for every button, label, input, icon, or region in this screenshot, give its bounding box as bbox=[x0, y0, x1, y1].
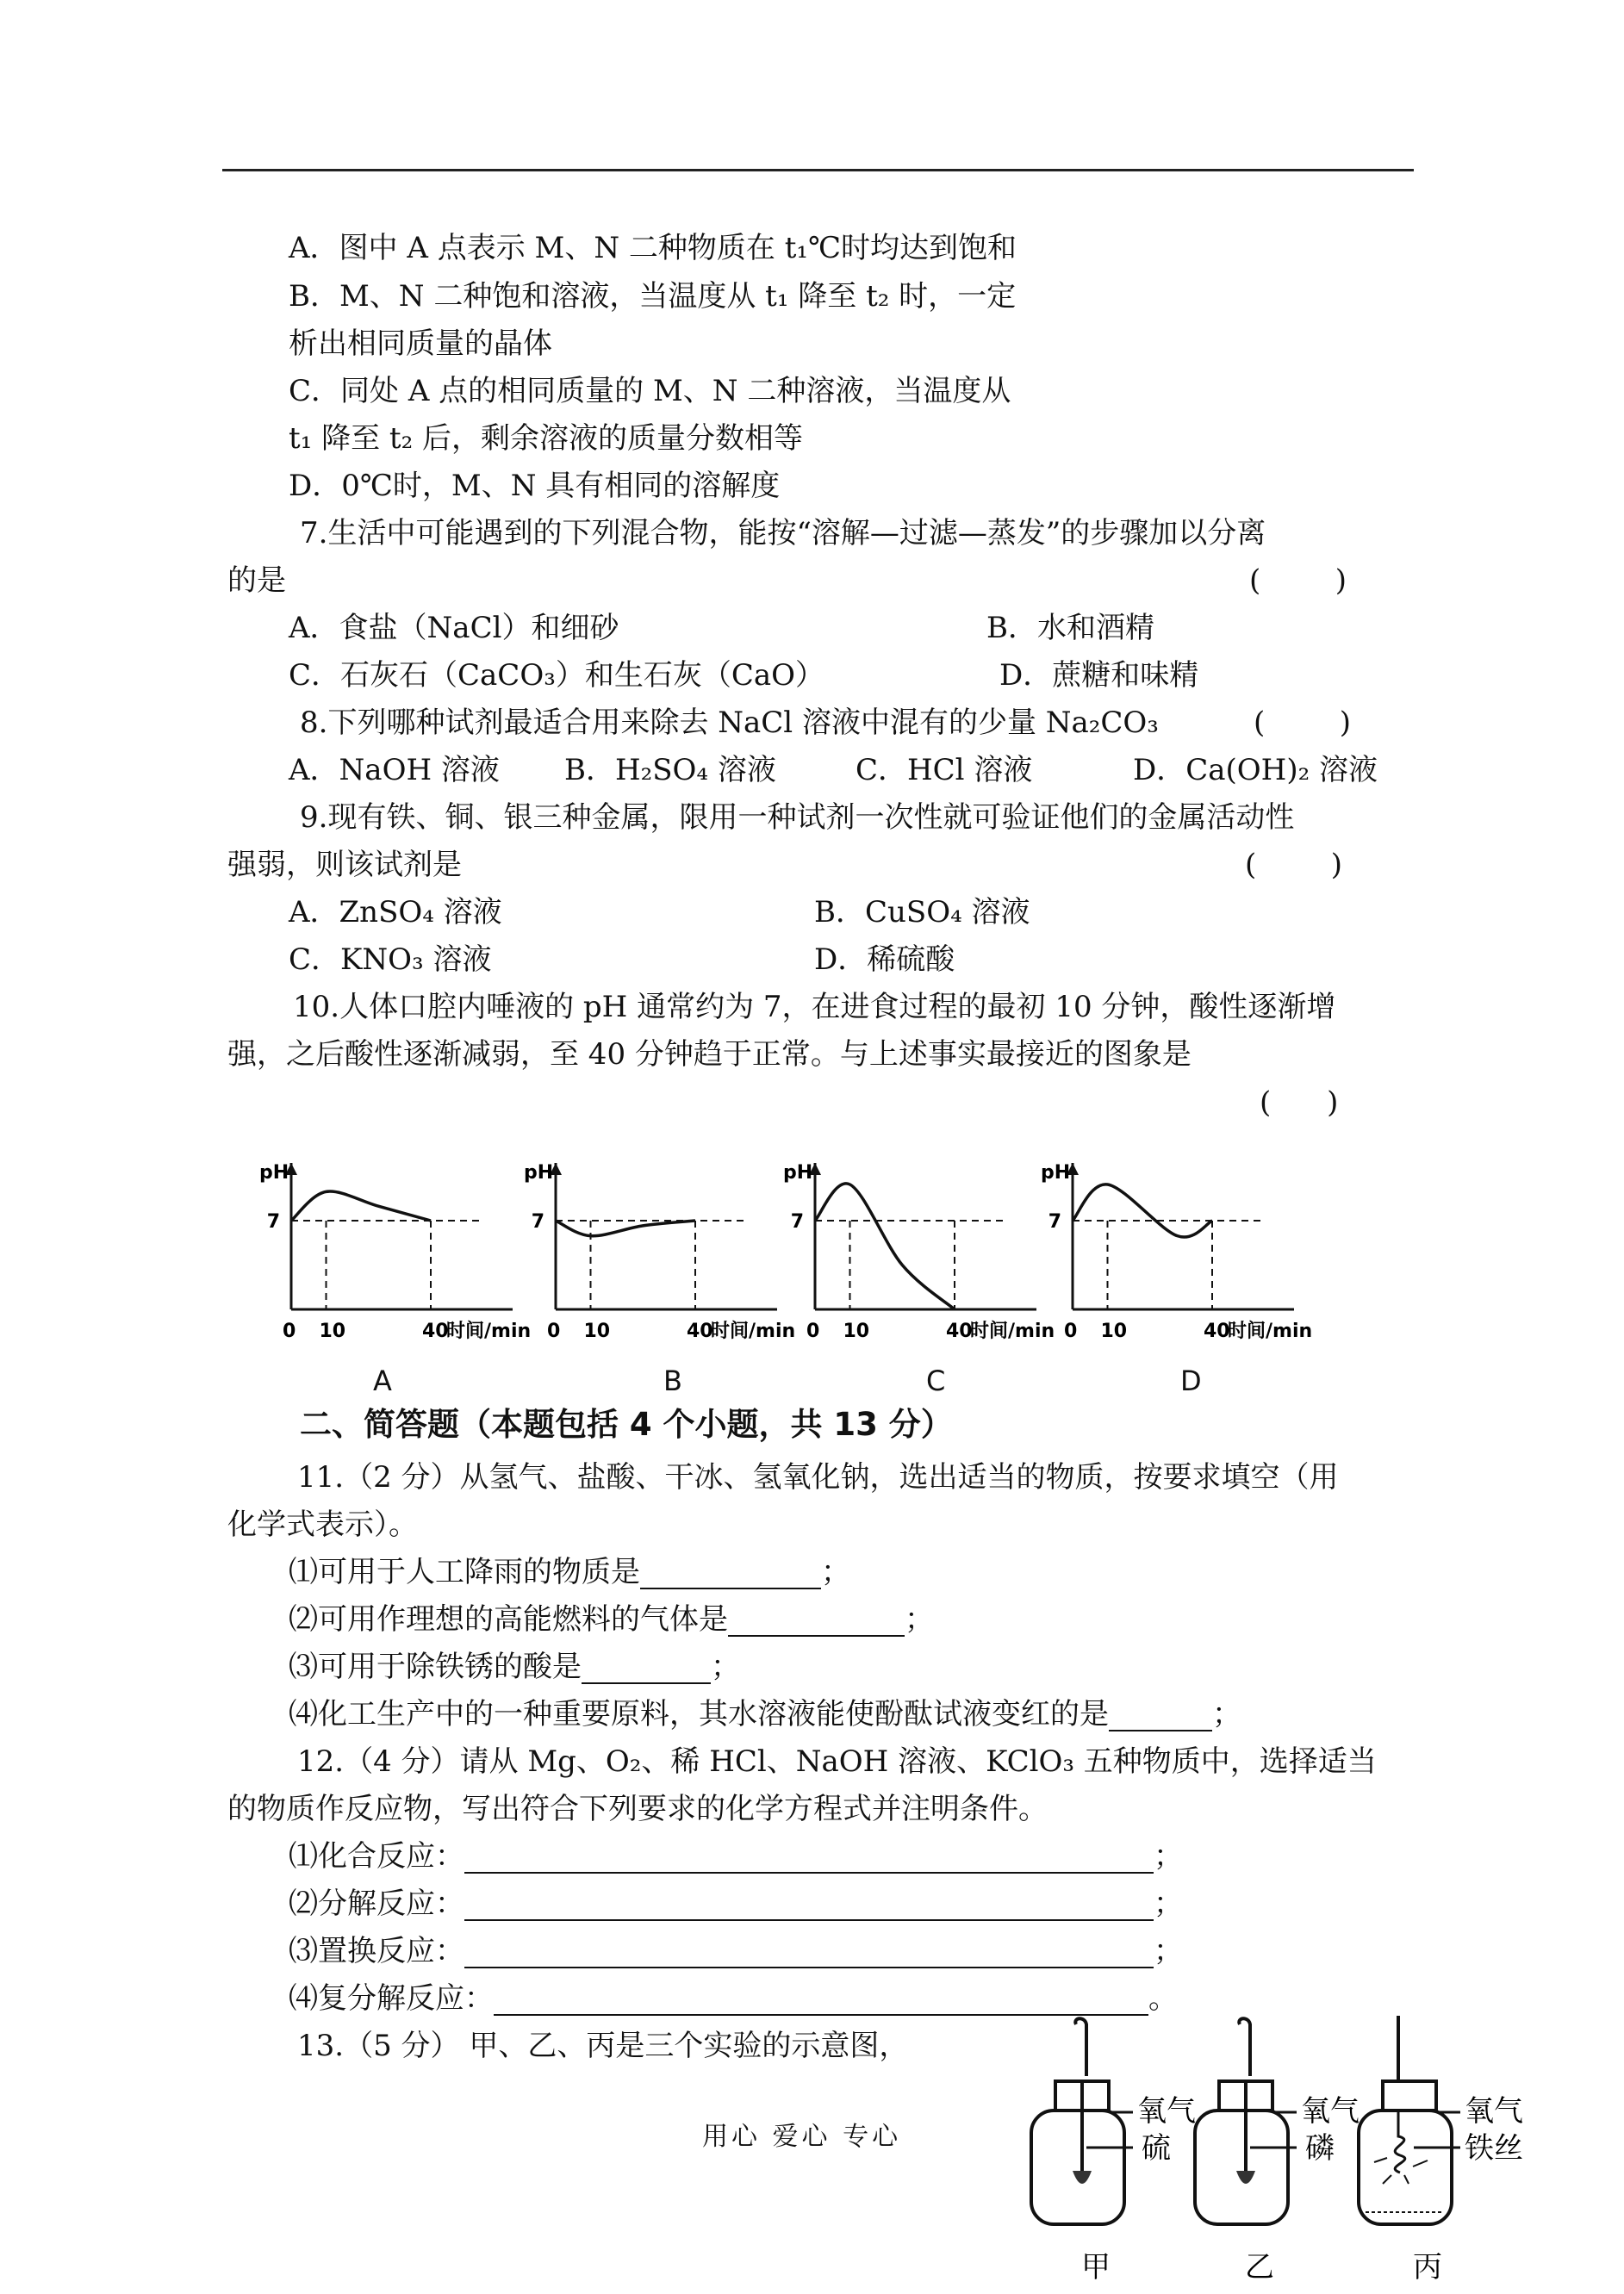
graph-label-c: C bbox=[926, 1365, 946, 1397]
flask-label-jia: 甲 bbox=[1081, 2250, 1111, 2285]
q11-item-3-text: ⑶可用于除铁锈的酸是 bbox=[289, 1650, 582, 1684]
y-axis-label: pH bbox=[1041, 1162, 1071, 1184]
gas-label-jia: 氧气 bbox=[1137, 2094, 1196, 2129]
x-axis-label: 时间/min bbox=[446, 1321, 532, 1342]
page-footer: 用心 爱心 专心 bbox=[702, 2122, 902, 2152]
x-tick-label: 10 bbox=[1100, 1321, 1128, 1342]
q8-stem: 8.下列哪种试剂最适合用来除去 NaCl 溶液中混有的少量 Na₂CO₃ bbox=[300, 706, 1159, 740]
q12-item-2 bbox=[289, 1887, 1183, 1921]
x-axis-label: 时间/min bbox=[711, 1321, 796, 1342]
y-axis-label: pH bbox=[783, 1162, 813, 1184]
q11-item-1-text: ⑴可用于人工降雨的物质是 bbox=[289, 1555, 640, 1589]
x-tick-label: 40 bbox=[946, 1321, 973, 1342]
q9-stem-line1: 9.现有铁、铜、银三种金属，限用一种试剂一次性就可验证他们的金属活动性 bbox=[300, 800, 1295, 835]
q10-answer-paren: ( ) bbox=[1260, 1085, 1339, 1120]
q11-item-4 bbox=[289, 1697, 1241, 1731]
x-tick-label: 0 bbox=[1064, 1321, 1078, 1342]
y-tick-label: 7 bbox=[266, 1211, 280, 1233]
q11-item-2 bbox=[289, 1602, 934, 1637]
y-tick-label: 7 bbox=[790, 1211, 804, 1233]
gas-label-yi: 氧气 bbox=[1301, 2094, 1360, 2129]
y-tick-label: 7 bbox=[1048, 1211, 1061, 1233]
q11-item-1-end: ； bbox=[821, 1555, 850, 1589]
x-tick-label: 40 bbox=[687, 1321, 713, 1342]
substance-label-yi: 磷 bbox=[1305, 2131, 1335, 2166]
q9-option-d: D．稀硫酸 bbox=[814, 942, 955, 977]
x-axis-label: 时间/min bbox=[1228, 1321, 1313, 1342]
flask-yi bbox=[1195, 2018, 1297, 2224]
x-tick-label: 10 bbox=[583, 1321, 611, 1342]
q11-item-4-text: ⑷化工生产中的一种重要原料，其水溶液能使酚酞试液变红的是 bbox=[289, 1697, 1109, 1731]
experiment-apparatus bbox=[999, 2016, 1534, 2294]
q6-option-a: A．图中 A 点表示 M、N 二种物质在 t₁℃时均达到饱和 bbox=[289, 231, 1017, 265]
x-tick-label: 40 bbox=[422, 1321, 449, 1342]
q6-option-d: D．0℃时，M、N 具有相同的溶解度 bbox=[289, 469, 781, 503]
q12-item-3-text: ⑶置换反应： bbox=[289, 1934, 464, 1968]
x-tick-label: 40 bbox=[1204, 1321, 1230, 1342]
x-tick-label: 10 bbox=[843, 1321, 870, 1342]
answer-blank[interactable] bbox=[464, 1844, 1154, 1874]
q12-item-2-text: ⑵分解反应： bbox=[289, 1887, 464, 1921]
substance-label-jia: 硫 bbox=[1142, 2131, 1171, 2166]
q12-item-3-end: ； bbox=[1154, 1934, 1183, 1968]
x-tick-label: 10 bbox=[319, 1321, 346, 1342]
answer-blank[interactable] bbox=[640, 1560, 821, 1589]
q7-option-a: A．食盐（NaCl）和细砂 bbox=[289, 611, 619, 645]
ph-curve bbox=[815, 1184, 955, 1309]
q13-stem: 13.（5 分） 甲、乙、丙是三个实验的示意图， bbox=[297, 2029, 909, 2063]
q12-item-4 bbox=[289, 1981, 1178, 2016]
q12-item-2-end: ； bbox=[1154, 1887, 1183, 1921]
q8-answer-paren: ( ) bbox=[1254, 706, 1351, 740]
graph-label-d: D bbox=[1180, 1365, 1202, 1397]
ph-curve bbox=[291, 1191, 431, 1221]
graph-label-a: A bbox=[373, 1365, 392, 1397]
q8-option-a: A．NaOH 溶液 bbox=[289, 753, 500, 787]
q10-stem-line1: 10.人体口腔内唾液的 pH 通常约为 7，在进食过程的最初 10 分钟，酸性逐渐增 bbox=[293, 990, 1336, 1024]
q12-item-1-text: ⑴化合反应： bbox=[289, 1839, 464, 1874]
q10-stem-line2: 强，之后酸性逐渐减弱，至 40 分钟趋于正常。与上述事实最接近的图象是 bbox=[227, 1037, 1192, 1072]
q12-stem-line2: 的物质作反应物，写出符合下列要求的化学方程式并注明条件。 bbox=[227, 1792, 1048, 1826]
q11-item-2-text: ⑵可用作理想的高能燃料的气体是 bbox=[289, 1602, 728, 1637]
q9-answer-paren: ( ) bbox=[1245, 848, 1342, 882]
q9-stem-line2: 强弱，则该试剂是 bbox=[227, 848, 462, 882]
flask-label-yi: 乙 bbox=[1245, 2250, 1274, 2285]
q6-option-c-line1: C．同处 A 点的相同质量的 M、N 二种溶液，当温度从 bbox=[289, 374, 1011, 408]
q11-item-2-end: ； bbox=[905, 1602, 934, 1637]
q9-option-c: C．KNO₃ 溶液 bbox=[289, 942, 492, 977]
ph-curve bbox=[1073, 1184, 1212, 1237]
answer-blank[interactable] bbox=[494, 1986, 1148, 2016]
section-title: 二、简答题（本题包括 4 个小题，共 13 分） bbox=[300, 1406, 953, 1443]
q11-stem-line2: 化学式表示）。 bbox=[227, 1508, 418, 1542]
graph-label-b: B bbox=[663, 1365, 682, 1397]
q7-stem-line2: 的是 bbox=[227, 563, 286, 598]
q12-item-4-text: ⑷复分解反应： bbox=[289, 1981, 494, 2016]
q7-option-d: D．蔗糖和味精 bbox=[999, 658, 1199, 693]
q12-item-1 bbox=[289, 1839, 1183, 1874]
q8-option-b: B．H₂SO₄ 溶液 bbox=[564, 753, 776, 787]
q11-item-3-end: ； bbox=[711, 1650, 740, 1684]
q12-item-3 bbox=[289, 1934, 1183, 1968]
ph-curve bbox=[556, 1221, 695, 1236]
q12-stem-line1: 12.（4 分）请从 Mg、O₂、稀 HCl、NaOH 溶液、KClO₃ 五种物质中，选择适当 bbox=[297, 1744, 1377, 1779]
q6-option-b-line2: 析出相同质量的晶体 bbox=[289, 326, 552, 361]
gas-label-bing: 氧气 bbox=[1465, 2094, 1523, 2129]
answer-blank[interactable] bbox=[464, 1939, 1154, 1968]
q9-option-b: B．CuSO₄ 溶液 bbox=[814, 895, 1030, 929]
q12-item-4-end: 。 bbox=[1148, 1981, 1178, 2016]
q11-stem-line1: 11.（2 分）从氢气、盐酸、干冰、氢氧化钠，选出适当的物质，按要求填空（用 bbox=[297, 1460, 1339, 1495]
y-axis-label: pH bbox=[259, 1162, 289, 1184]
flask-label-bing: 丙 bbox=[1413, 2250, 1442, 2285]
q11-item-4-end: ； bbox=[1212, 1697, 1241, 1731]
x-axis-label: 时间/min bbox=[970, 1321, 1055, 1342]
answer-blank[interactable] bbox=[728, 1607, 905, 1637]
q7-stem-line1: 7.生活中可能遇到的下列混合物，能按“溶解—过滤—蒸发”的步骤加以分离 bbox=[300, 516, 1266, 550]
q7-option-b: B．水和酒精 bbox=[986, 611, 1154, 645]
substance-label-bing: 铁丝 bbox=[1465, 2131, 1523, 2166]
q6-option-b-line1: B．M、N 二种饱和溶液，当温度从 t₁ 降至 t₂ 时，一定 bbox=[289, 279, 1017, 314]
q8-option-c: C．HCl 溶液 bbox=[856, 753, 1033, 787]
y-axis-label: pH bbox=[524, 1162, 554, 1184]
q11-item-3 bbox=[289, 1650, 740, 1684]
flask-jia bbox=[1031, 2018, 1133, 2224]
flask-bing bbox=[1359, 2016, 1460, 2224]
q6-option-c-line2: t₁ 降至 t₂ 后，剩余溶液的质量分数相等 bbox=[289, 421, 804, 456]
x-tick-label: 0 bbox=[806, 1321, 820, 1342]
answer-blank[interactable] bbox=[582, 1655, 711, 1684]
answer-blank[interactable] bbox=[1109, 1702, 1212, 1731]
answer-blank[interactable] bbox=[464, 1892, 1154, 1921]
x-tick-label: 0 bbox=[283, 1321, 296, 1342]
q12-item-1-end: ； bbox=[1154, 1839, 1183, 1874]
x-tick-label: 0 bbox=[547, 1321, 561, 1342]
q9-option-a: A．ZnSO₄ 溶液 bbox=[289, 895, 502, 929]
q7-option-c: C．石灰石（CaCO₃）和生石灰（CaO） bbox=[289, 658, 824, 693]
y-tick-label: 7 bbox=[531, 1211, 544, 1233]
q11-item-1 bbox=[289, 1555, 850, 1589]
q8-option-d: D．Ca(OH)₂ 溶液 bbox=[1133, 753, 1378, 787]
q7-answer-paren: ( ) bbox=[1249, 563, 1347, 598]
